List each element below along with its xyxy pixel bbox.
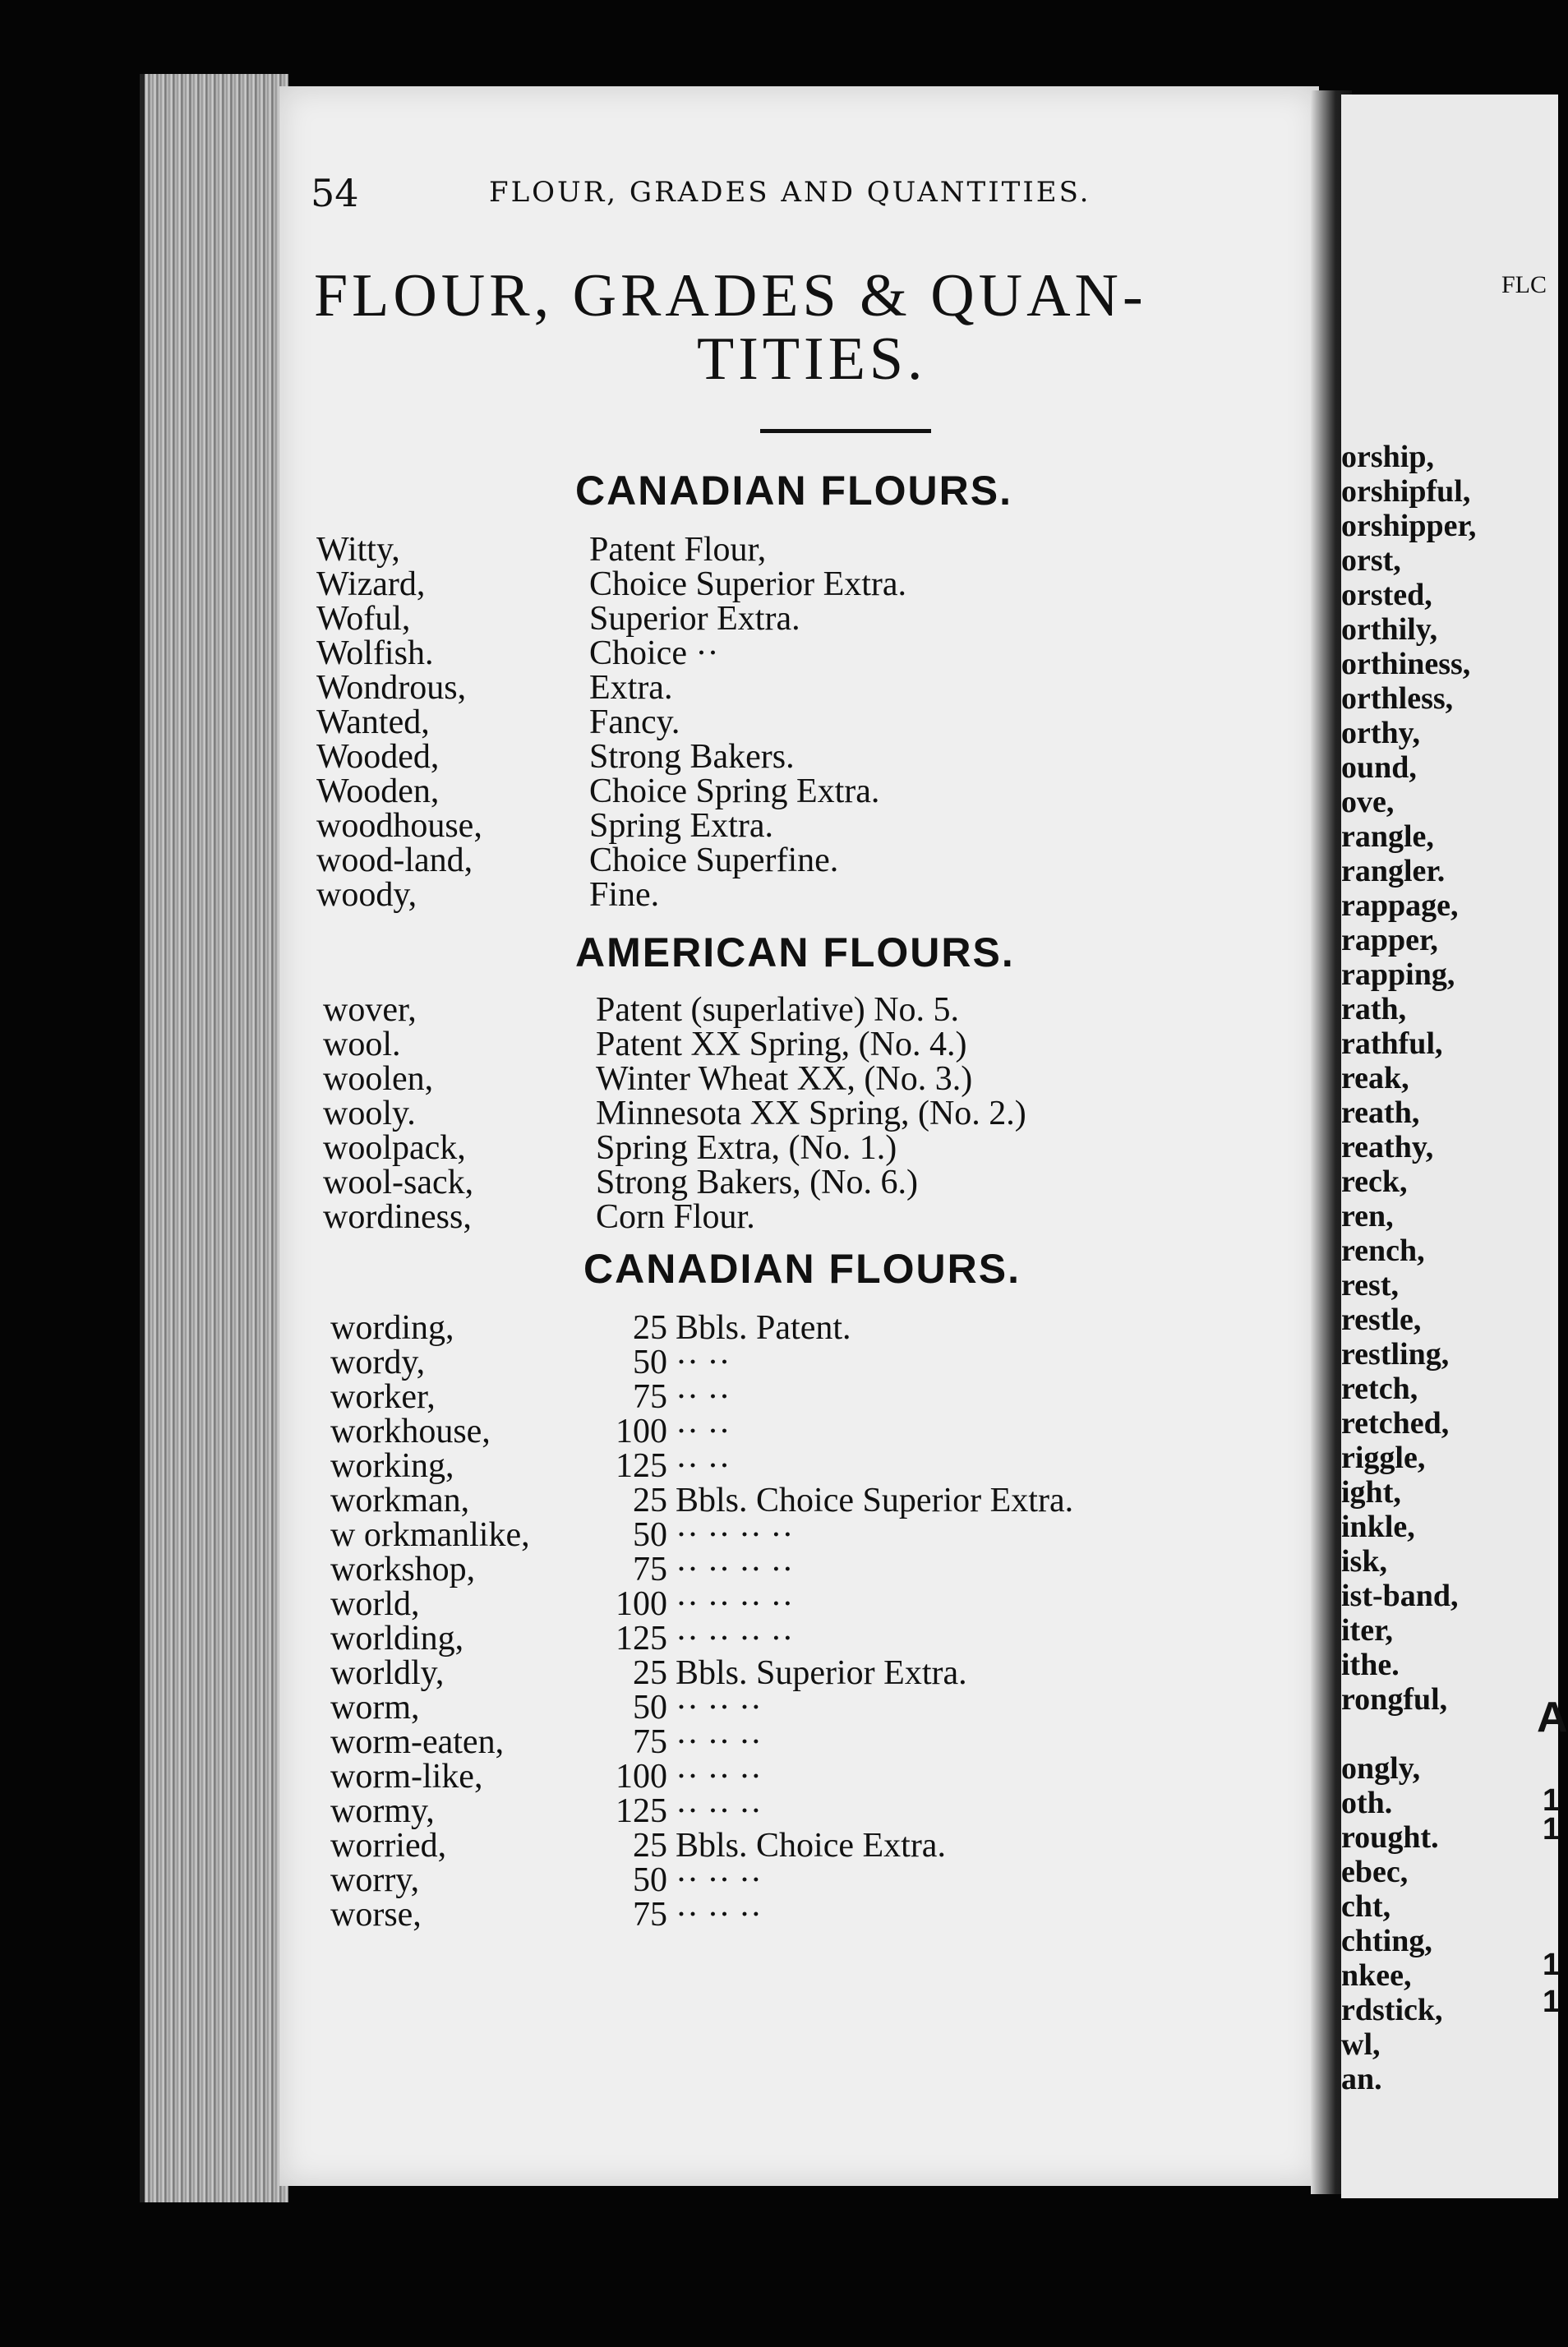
right-margin-mark-3: 1 [1543, 1948, 1561, 1982]
code-word: Wizard, [316, 565, 426, 603]
code-word: Wooden, [316, 772, 440, 810]
title-rule [760, 429, 931, 433]
right-page-word: reck, [1341, 1164, 1408, 1199]
code-word: worse, [330, 1896, 422, 1934]
right-page-word: reak, [1341, 1061, 1409, 1095]
code-word: workman, [330, 1482, 470, 1519]
right-page-word: ight, [1341, 1475, 1401, 1510]
quantity: 25 [633, 1827, 667, 1865]
right-page-word: rench, [1341, 1233, 1425, 1268]
right-page-word: retch, [1341, 1372, 1418, 1406]
flour-description: Bbls. Choice Extra. [676, 1827, 946, 1865]
quantity: 75 [633, 1896, 667, 1934]
quantity: 25 [633, 1309, 667, 1347]
right-page-word: ren, [1341, 1199, 1394, 1233]
flour-description: ·· ·· [676, 1344, 731, 1381]
right-page-word: orthily, [1341, 612, 1438, 647]
code-word: Wolfish. [316, 634, 434, 672]
quantity: 100 [616, 1758, 667, 1796]
section-heading-canadian-1: CANADIAN FLOURS. [575, 468, 1012, 514]
flour-description: Bbls. Superior Extra. [676, 1654, 967, 1692]
flour-description: ·· ·· ·· ·· [676, 1620, 794, 1658]
right-page-word: ebec, [1341, 1855, 1409, 1889]
right-page-word: ist-band, [1341, 1579, 1459, 1613]
grade-description: Choice Superior Extra. [589, 565, 907, 603]
right-page-word: cht, [1341, 1889, 1391, 1924]
right-page-word-list [1341, 440, 1561, 2096]
right-margin-mark-4: 1 [1543, 1985, 1561, 2019]
flour-description: ·· ·· [676, 1413, 731, 1450]
right-page-word: riggle, [1341, 1441, 1426, 1475]
right-page-word: rangler. [1341, 854, 1446, 888]
quantity: 125 [616, 1620, 667, 1658]
grade-description: Fine. [589, 876, 660, 914]
grade-description: Spring Extra. [589, 807, 773, 845]
flour-description: ·· ·· ·· ·· [676, 1516, 794, 1554]
code-word: woolen, [323, 1060, 434, 1098]
code-word: worldly, [330, 1654, 445, 1692]
quantity: 100 [616, 1413, 667, 1450]
right-page-word: inkle, [1341, 1510, 1415, 1544]
right-page-word: rest, [1341, 1268, 1399, 1303]
right-page-word: rapper, [1341, 923, 1438, 957]
grade-description: Winter Wheat XX, (No. 3.) [596, 1060, 973, 1098]
code-word: wover, [323, 991, 417, 1029]
grade-description: Patent (superlative) No. 5. [596, 991, 960, 1029]
right-page-word: oth. [1341, 1786, 1393, 1820]
grade-description: Choice Spring Extra. [589, 772, 880, 810]
quantity: 50 [633, 1344, 667, 1381]
right-page-word: ove, [1341, 785, 1395, 819]
code-word: worker, [330, 1378, 436, 1416]
right-page [1341, 95, 1568, 2198]
quantity: 50 [633, 1861, 667, 1899]
right-page-word: orst, [1341, 543, 1401, 578]
right-page-word: orthless, [1341, 681, 1454, 716]
quantity: 75 [633, 1378, 667, 1416]
code-word: worried, [330, 1827, 447, 1865]
right-page-word: rdstick, [1341, 1993, 1443, 2027]
right-page-header: FLC [1501, 271, 1547, 298]
quantity: 50 [633, 1689, 667, 1727]
quantity: 100 [616, 1585, 667, 1623]
right-page-word: rongful, [1341, 1682, 1448, 1717]
code-word: wordy, [330, 1344, 426, 1381]
code-word: woodhouse, [316, 807, 482, 845]
running-header: FLOUR, GRADES AND QUANTITIES. [489, 176, 1091, 209]
flour-description: ·· ·· ·· [676, 1861, 762, 1899]
grade-description: Extra. [589, 669, 673, 707]
flour-description: ·· ·· ·· [676, 1689, 762, 1727]
grade-description: Patent XX Spring, (No. 4.) [596, 1026, 967, 1063]
grade-description: Superior Extra. [589, 600, 800, 638]
grade-description: Minnesota XX Spring, (No. 2.) [596, 1095, 1026, 1132]
flour-description: ·· ·· ·· [676, 1896, 762, 1934]
right-page-word: reath, [1341, 1095, 1420, 1130]
right-page-word: ound, [1341, 750, 1417, 785]
code-word: workhouse, [330, 1413, 491, 1450]
right-page-word: isk, [1341, 1544, 1387, 1579]
code-word: Wondrous, [316, 669, 467, 707]
quantity: 125 [616, 1792, 667, 1830]
page-title-line-1: FLOUR, GRADES & QUAN- [314, 262, 1147, 330]
flour-description: ·· ·· ·· [676, 1723, 762, 1761]
code-word: woolpack, [323, 1129, 466, 1167]
right-page-word: orship, [1341, 440, 1434, 474]
code-word: worlding, [330, 1620, 464, 1658]
right-page-word: restling, [1341, 1337, 1450, 1372]
right-margin-mark-1: 1 [1543, 1783, 1561, 1818]
grade-description: Strong Bakers. [589, 738, 795, 776]
code-word: worm-like, [330, 1758, 483, 1796]
quantity: 25 [633, 1482, 667, 1519]
grade-description: Choice Superfine. [589, 842, 839, 879]
right-page-word: orthiness, [1341, 647, 1471, 681]
right-page-word: orthy, [1341, 716, 1421, 750]
right-page-word: iter, [1341, 1613, 1393, 1648]
flour-description: Bbls. Choice Superior Extra. [676, 1482, 1074, 1519]
right-page-word: retched, [1341, 1406, 1450, 1441]
code-word: w orkmanlike, [330, 1516, 530, 1554]
code-word: wooly. [323, 1095, 416, 1132]
flour-description: Bbls. Patent. [676, 1309, 851, 1347]
right-page-word [1341, 1717, 1558, 1751]
right-page-word: nkee, [1341, 1958, 1412, 1993]
right-page-word: chting, [1341, 1924, 1432, 1958]
code-word: working, [330, 1447, 454, 1485]
right-page-word: wl, [1341, 2027, 1381, 2062]
right-page-word: rought. [1341, 1820, 1439, 1855]
flour-description: ·· ·· [676, 1447, 731, 1485]
code-word: wording, [330, 1309, 454, 1347]
code-word: Woful, [316, 600, 411, 638]
flour-description: ·· ·· [676, 1378, 731, 1416]
right-page-word: rath, [1341, 992, 1407, 1026]
code-word: Wooded, [316, 738, 440, 776]
right-page-word: ithe. [1341, 1648, 1400, 1682]
quantity: 75 [633, 1551, 667, 1588]
code-word: Wanted, [316, 703, 430, 741]
right-page-word: rangle, [1341, 819, 1434, 854]
grade-description: Choice ·· [589, 634, 719, 672]
code-word: wormy, [330, 1792, 435, 1830]
page-number: 54 [311, 171, 359, 215]
grade-description: Strong Bakers, (No. 6.) [596, 1164, 918, 1201]
flour-description: ·· ·· ·· [676, 1792, 762, 1830]
page-edges [140, 74, 288, 2202]
right-page-word: reathy, [1341, 1130, 1434, 1164]
quantity: 25 [633, 1654, 667, 1692]
code-word: woody, [316, 876, 417, 914]
right-margin-mark-a: A [1537, 1694, 1568, 1741]
flour-description: ·· ·· ·· [676, 1758, 762, 1796]
right-page-word: an. [1341, 2062, 1382, 2096]
grade-description: Spring Extra, (No. 1.) [596, 1129, 897, 1167]
right-page-word: orshipful, [1341, 474, 1471, 509]
right-page-word: ongly, [1341, 1751, 1421, 1786]
flour-description: ·· ·· ·· ·· [676, 1585, 794, 1623]
quantity: 125 [616, 1447, 667, 1485]
flour-description: ·· ·· ·· ·· [676, 1551, 794, 1588]
code-word: Witty, [316, 531, 400, 569]
quantity: 50 [633, 1516, 667, 1554]
section-heading-canadian-2: CANADIAN FLOURS. [583, 1246, 1021, 1292]
code-word: wool-sack, [323, 1164, 474, 1201]
code-word: worm, [330, 1689, 420, 1727]
right-page-word: rappage, [1341, 888, 1459, 923]
quantity: 75 [633, 1723, 667, 1761]
right-page-word: orsted, [1341, 578, 1432, 612]
code-word: workshop, [330, 1551, 476, 1588]
section-heading-american: AMERICAN FLOURS. [575, 929, 1015, 975]
right-page-word: orshipper, [1341, 509, 1477, 543]
right-margin-mark-2: 1 [1543, 1812, 1561, 1847]
code-word: wordiness, [323, 1198, 472, 1236]
right-page-word: rathful, [1341, 1026, 1443, 1061]
grade-description: Fancy. [589, 703, 680, 741]
code-word: worm-eaten, [330, 1723, 505, 1761]
code-word: worry, [330, 1861, 420, 1899]
page-title-line-2: TITIES. [697, 325, 927, 393]
grade-description: Corn Flour. [596, 1198, 755, 1236]
right-page-word: restle, [1341, 1303, 1422, 1337]
code-word: world, [330, 1585, 420, 1623]
right-page-word: rapping, [1341, 957, 1455, 992]
grade-description: Patent Flour, [589, 531, 767, 569]
code-word: wool. [323, 1026, 401, 1063]
code-word: wood-land, [316, 842, 473, 879]
